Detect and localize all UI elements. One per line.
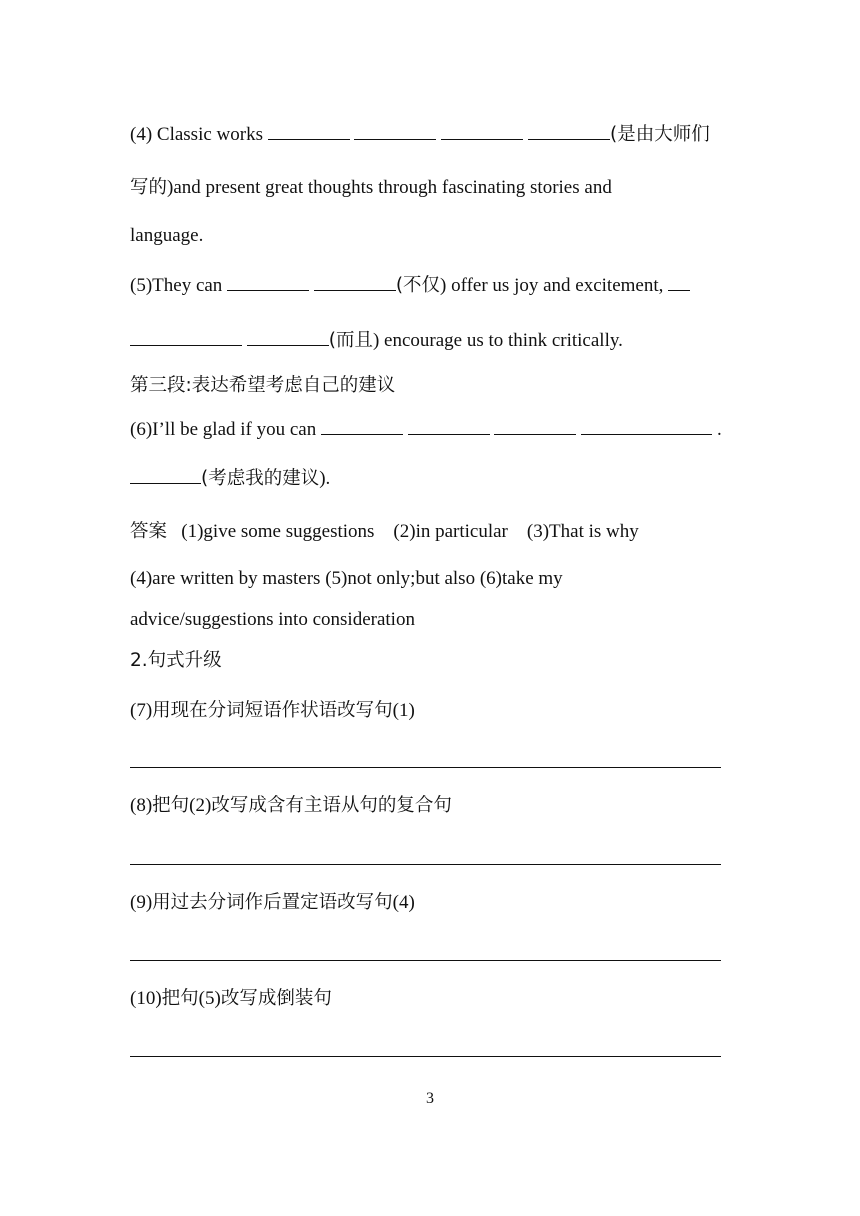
answer-line[interactable] (130, 960, 721, 961)
answers-line-2: (4)are written by masters (5)not only;but also (6)take my (130, 568, 563, 589)
blank[interactable] (314, 272, 396, 291)
answer-line[interactable] (130, 1056, 721, 1057)
section-heading: 2.句式升级 (130, 650, 222, 671)
answer-line[interactable] (130, 767, 721, 768)
task-8: (8)把句(2)改写成含有主语从句的复合句 (130, 795, 452, 816)
blank[interactable] (247, 327, 329, 346)
question-4-line-2: 写的)and present great thoughts through fascinating stories and (130, 177, 612, 198)
blank[interactable] (268, 121, 350, 140)
task-10: (10)把句(5)改写成倒装句 (130, 988, 332, 1009)
blank[interactable] (354, 121, 436, 140)
blank[interactable] (130, 465, 201, 484)
blank[interactable] (130, 327, 242, 346)
question-6-line-2: (考虑我的建议). (130, 465, 330, 491)
answer-line[interactable] (130, 864, 721, 865)
task-7: (7)用现在分词短语作状语改写句(1) (130, 700, 415, 721)
blank[interactable] (408, 416, 490, 435)
blank[interactable] (441, 121, 523, 140)
page-number: 3 (426, 1090, 434, 1107)
blank[interactable] (528, 121, 610, 140)
question-5-line-1: (5)They can (不仅) offer us joy and excitement, (130, 272, 690, 298)
question-4-line-3: language. (130, 225, 204, 246)
answers-line-1: 答案 (1)give some suggestions (2)in particular (3)That is why (130, 521, 639, 542)
task-9: (9)用过去分词作后置定语改写句(4) (130, 892, 415, 913)
question-5-line-2: (而且) encourage us to think critically. (130, 327, 623, 353)
answers-line-3: advice/suggestions into consideration (130, 609, 415, 630)
section-heading: 第三段:表达希望考虑自己的建议 (130, 375, 396, 396)
blank[interactable] (227, 272, 309, 291)
question-6-line-1: (6)I’ll be glad if you can . (130, 416, 722, 442)
question-4-line-1: (4) Classic works (是由大师们 (130, 121, 710, 147)
blank[interactable] (494, 416, 576, 435)
blank[interactable] (321, 416, 403, 435)
blank[interactable] (668, 272, 690, 291)
blank[interactable] (581, 416, 712, 435)
